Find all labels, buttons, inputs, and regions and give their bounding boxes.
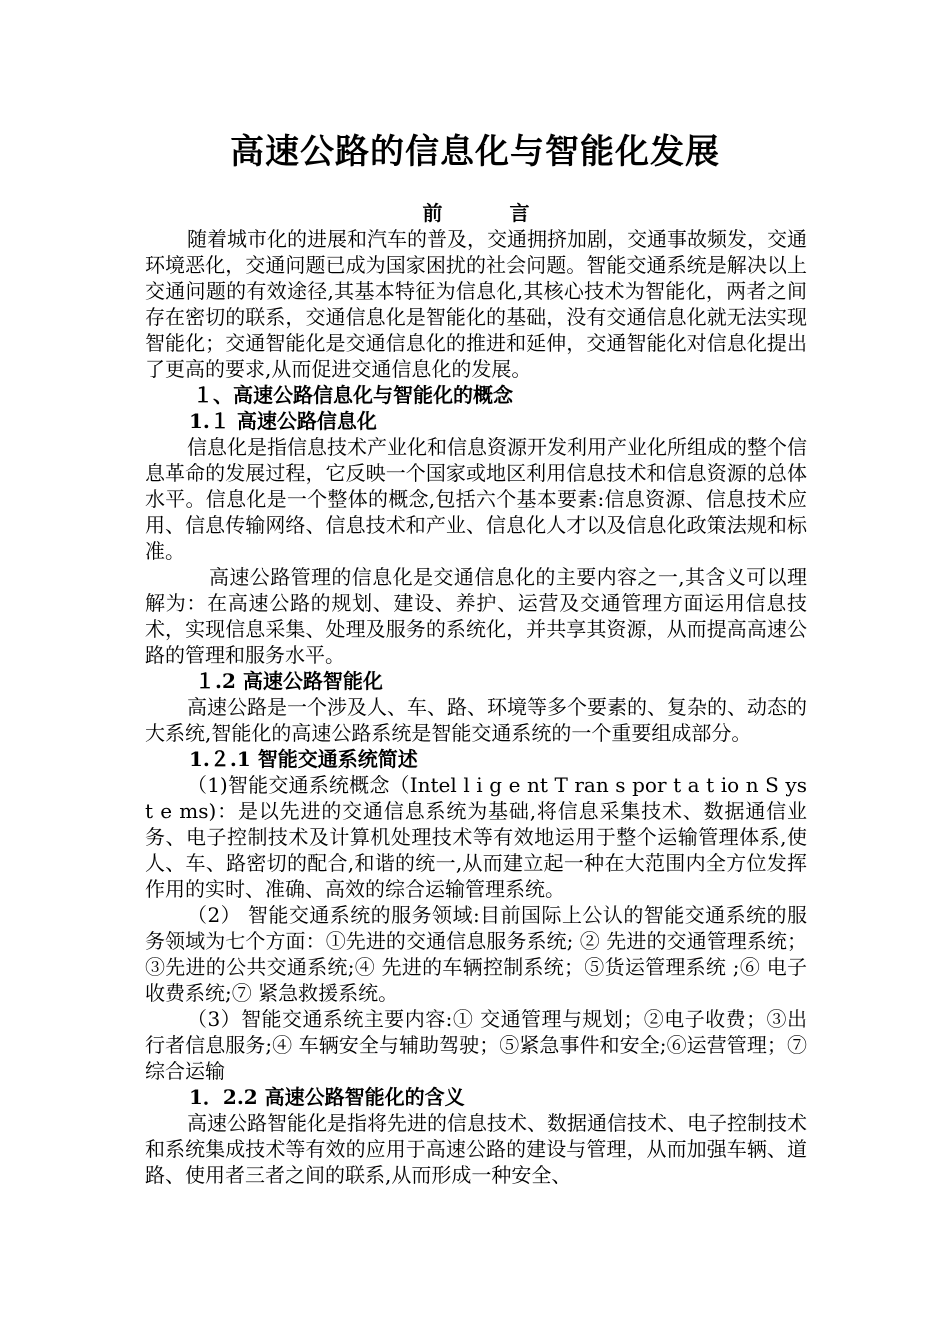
section-1-1-paragraph-2: 高速公路管理的信息化是交通信息化的主要内容之一,其含义可以理解为：在高速公路的规划、建设、养护、运营及交通管理方面运用信息技术，实现信息采集、处理及服务的系统化，并共享其资源，从而提高高速公路的管理和服务水平。 [145, 565, 807, 667]
section-1-2-1-heading: 1.２.1 智能交通系统简述 [189, 747, 418, 771]
document-body [145, 198, 807, 1188]
section-1-2-2-heading: 1．2.2 高速公路智能化的含义 [189, 1085, 465, 1109]
section-1-2-heading: １.2 高速公路智能化 [195, 669, 383, 693]
section-1-1-paragraph-1: 信息化是指信息技术产业化和信息资源开发利用产业化所组成的整个信息革命的发展过程，它反映一个国家或地区利用信息技术和信息资源的总体水平。信息化是一个整体的概念,包括六个基本要素:信息资源、信息技术应用、信息传输网络、信息技术和产业、信息化人才以及信息化政策法规和标准。 [145, 435, 807, 563]
section-1-2-2-paragraph-1: 高速公路智能化是指将先进的信息技术、数据通信技术、电子控制技术和系统集成技术等有效的应用于高速公路的建设与管理，从而加强车辆、道路、使用者三者之间的联系,从而形成一种安全、 [145, 1111, 807, 1187]
preface-paragraph: 随着城市化的进展和汽车的普及，交通拥挤加剧，交通事故频发，交通环境恶化，交通问题已成为国家困扰的社会问题。智能交通系统是解决以上交通问题的有效途径,其基本特征为信息化,其核心技术为智能化，两者之间存在密切的联系，交通信息化是智能化的基础，没有交通信息化就无法实现智能化；交通智能化是交通信息化的推进和延伸，交通智能化对信息化提出了更高的要求,从而促进交通信息化的发展。 [145, 227, 807, 381]
preface-heading: 前 言 [422, 201, 560, 225]
section-1-1-heading: 1.１ 高速公路信息化 [189, 409, 377, 433]
list-item-2: （2） 智能交通系统的服务领域:目前国际上公认的智能交通系统的服务领域为七个方面：①先进的交通信息服务系统; ② 先进的交通管理系统；③先进的公共交通系统;④ 先进的车辆控制系统；⑤货运管理系统 ;⑥ 电子收费系统;⑦ 紧急救援系统。 [145, 903, 807, 1005]
list-item-1: （1)智能交通系统概念（Intel l i g e nt T ran s por t a t io n S yst e ms)：是以先进的交通信息系统为基础,将信息采集技术、数据通信业务、电子控制技术及计算机处理技术等有效地运用于整个运输管理体系,使人、车、路密切的配合,和谐的统一,从而建立起一种在大范围内全方位发挥作用的实时、准确、高效的综合运输管理系统。 [145, 773, 807, 901]
list-item-3: （3）智能交通系统主要内容:① 交通管理与规划；②电子收费；③出行者信息服务;④ 车辆安全与辅助驾驶；⑤紧急事件和安全;⑥运营管理；⑦综合运输 [145, 1007, 807, 1083]
document-title: 高速公路的信息化与智能化发展 [230, 132, 720, 172]
section-1-2-paragraph-1: 高速公路是一个涉及人、车、路、环境等多个要素的、复杂的、动态的大系统,智能化的高速公路系统是智能交通系统的一个重要组成部分。 [145, 695, 807, 745]
section-1-heading: １、高速公路信息化与智能化的概念 [193, 383, 513, 407]
